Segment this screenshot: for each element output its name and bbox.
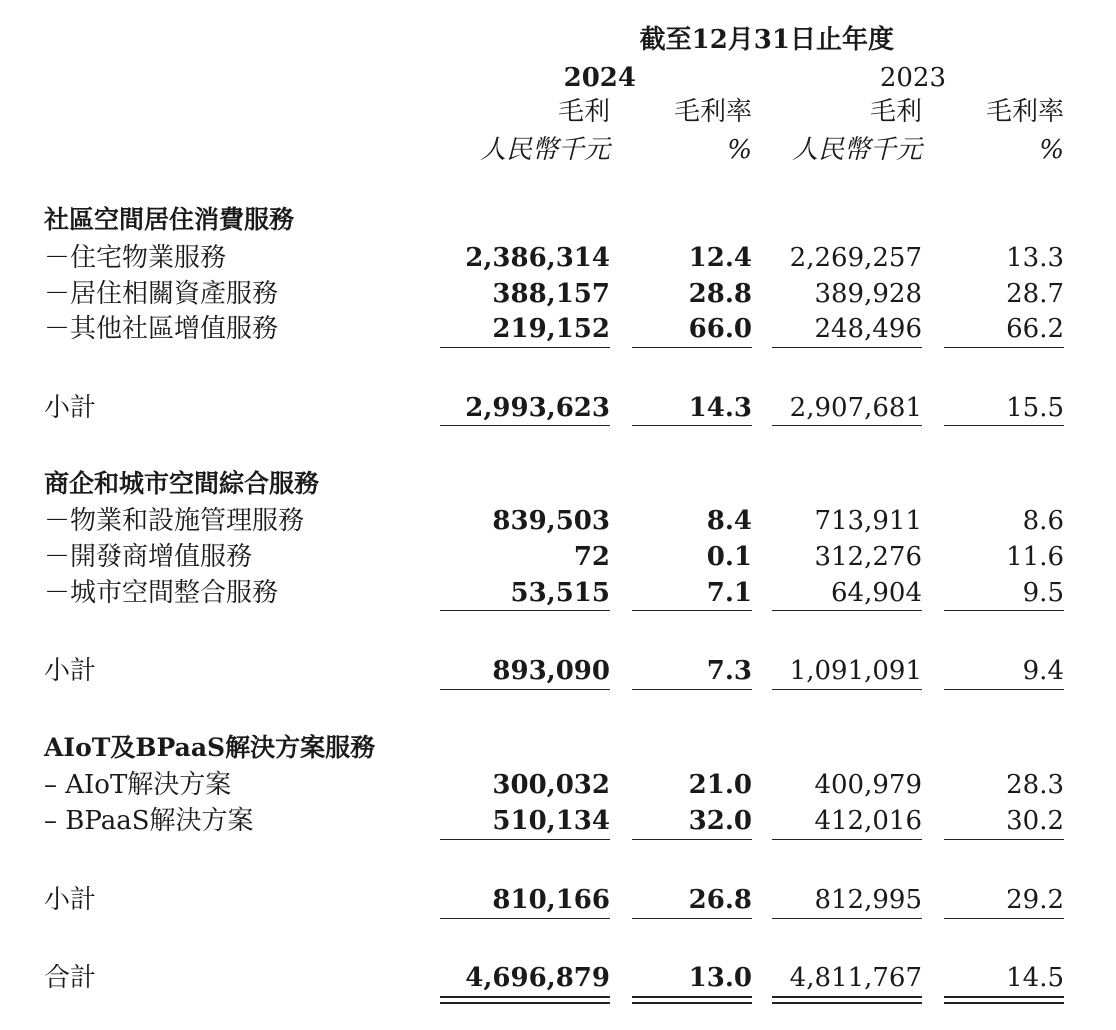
row-label: －住宅物業服務 — [44, 243, 227, 273]
margin-2024: 28.8 — [688, 279, 752, 309]
section-title: 社區空間居住消費服務 — [44, 205, 295, 234]
col-margin-2023: 毛利率 — [985, 97, 1064, 127]
gp-2024: 53,515 — [510, 578, 610, 608]
margin-2023: 66.2 — [1006, 314, 1064, 344]
gp-2024: 72 — [573, 542, 610, 572]
period-heading: 截至12月31日止年度 — [639, 25, 894, 55]
rule — [632, 425, 752, 426]
rule — [772, 425, 922, 426]
unit-currency-2023: 人民幣千元 — [791, 135, 922, 165]
double-rule — [632, 996, 752, 1004]
gp-2024: 839,503 — [492, 506, 610, 536]
double-rule — [944, 996, 1064, 1004]
margin-2024: 21.0 — [688, 770, 752, 800]
col-margin-2024: 毛利率 — [673, 97, 752, 127]
gp-2024: 510,134 — [492, 806, 610, 836]
rule — [944, 918, 1064, 919]
year-2024-heading: 2024 — [563, 63, 636, 93]
margin-2023: 28.7 — [1006, 279, 1064, 309]
gp-2023: 2,907,681 — [789, 393, 922, 423]
double-rule — [772, 996, 922, 1004]
gp-2023: 812,995 — [814, 885, 922, 915]
gp-2023: 713,911 — [814, 506, 922, 536]
rule — [944, 689, 1064, 690]
margin-2024: 26.8 — [688, 885, 752, 915]
margin-2024: 32.0 — [688, 806, 752, 836]
subtotal-label: 小計 — [44, 885, 97, 915]
gp-2023: 312,276 — [814, 542, 922, 572]
rule — [772, 610, 922, 611]
gp-2024: 388,157 — [492, 279, 610, 309]
unit-percent-2024: % — [727, 135, 752, 165]
gp-2024: 893,090 — [492, 656, 610, 686]
gp-2024: 2,386,314 — [465, 243, 610, 273]
gp-2024: 810,166 — [492, 885, 610, 915]
gp-2023: 4,811,767 — [789, 963, 922, 993]
rule — [440, 839, 610, 840]
row-label: －物業和設施管理服務 — [44, 506, 305, 536]
margin-2023: 15.5 — [1006, 393, 1064, 423]
margin-2023: 29.2 — [1006, 885, 1064, 915]
rule — [944, 839, 1064, 840]
margin-2023: 14.5 — [1006, 963, 1064, 993]
margin-2023: 8.6 — [1022, 506, 1064, 536]
rule — [944, 425, 1064, 426]
subtotal-label: 小計 — [44, 656, 97, 686]
unit-currency-2024: 人民幣千元 — [479, 135, 610, 165]
margin-2023: 9.4 — [1022, 656, 1064, 686]
year-2023-heading: 2023 — [879, 63, 946, 93]
gp-2024: 4,696,879 — [465, 963, 610, 993]
gp-2023: 1,091,091 — [789, 656, 922, 686]
rule — [772, 689, 922, 690]
rule — [944, 610, 1064, 611]
row-label: – AIoT解決方案 — [44, 770, 232, 800]
rule — [632, 610, 752, 611]
margin-2023: 11.6 — [1006, 542, 1064, 572]
margin-2024: 0.1 — [706, 542, 752, 572]
gp-2023: 400,979 — [814, 770, 922, 800]
rule — [440, 347, 610, 348]
margin-2024: 7.3 — [706, 656, 752, 686]
rule — [632, 347, 752, 348]
subtotal-label: 小計 — [44, 393, 97, 423]
rule — [440, 918, 610, 919]
section-title: 商企和城市空間綜合服務 — [44, 469, 320, 498]
margin-2024: 12.4 — [688, 243, 752, 273]
rule — [440, 610, 610, 611]
total-label: 合計 — [44, 963, 97, 993]
row-label: －城市空間整合服務 — [44, 578, 279, 608]
margin-2023: 28.3 — [1006, 770, 1064, 800]
rule — [632, 918, 752, 919]
col-gp-2024: 毛利 — [557, 97, 610, 127]
margin-2023: 13.3 — [1006, 243, 1064, 273]
row-label: －開發商增值服務 — [44, 542, 253, 572]
margin-2023: 30.2 — [1006, 806, 1064, 836]
rule — [440, 689, 610, 690]
gp-2023: 2,269,257 — [789, 243, 922, 273]
gp-2024: 2,993,623 — [465, 393, 610, 423]
rule — [772, 839, 922, 840]
margin-2023: 9.5 — [1022, 578, 1064, 608]
col-gp-2023: 毛利 — [869, 97, 922, 127]
margin-2024: 8.4 — [706, 506, 752, 536]
gp-2023: 412,016 — [814, 806, 922, 836]
double-rule — [440, 996, 610, 1004]
gp-2023: 248,496 — [814, 314, 922, 344]
rule — [632, 839, 752, 840]
gp-2024: 300,032 — [492, 770, 610, 800]
gp-2023: 64,904 — [831, 578, 922, 608]
margin-2024: 13.0 — [688, 963, 752, 993]
gp-2023: 389,928 — [814, 279, 922, 309]
margin-2024: 66.0 — [688, 314, 752, 344]
rule — [772, 347, 922, 348]
section-title: AIoT及BPaaS解決方案服務 — [44, 733, 376, 762]
gp-2024: 219,152 — [492, 314, 610, 344]
unit-percent-2023: % — [1039, 135, 1064, 165]
rule — [772, 918, 922, 919]
rule — [440, 425, 610, 426]
row-label: －居住相關資產服務 — [44, 279, 279, 309]
rule — [944, 347, 1064, 348]
rule — [632, 689, 752, 690]
margin-2024: 7.1 — [706, 578, 752, 608]
margin-2024: 14.3 — [688, 393, 752, 423]
row-label: – BPaaS解決方案 — [44, 806, 254, 836]
row-label: －其他社區增值服務 — [44, 314, 279, 344]
